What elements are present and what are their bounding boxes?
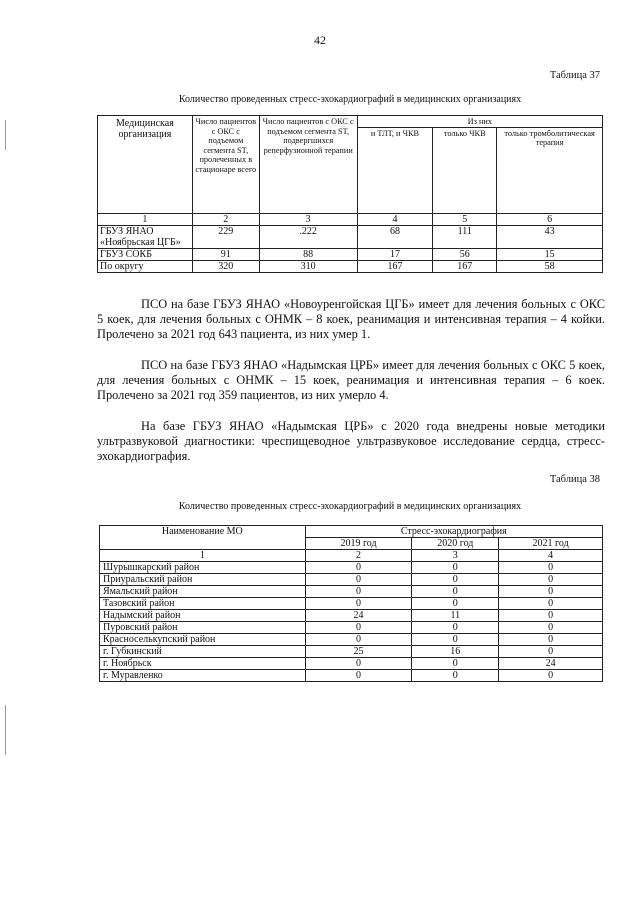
col-number: 1	[98, 213, 193, 225]
cell-value: 0	[305, 598, 412, 610]
cell-value: 0	[305, 670, 412, 682]
cell-value: 16	[412, 646, 499, 658]
mo-name: г. Муравленко	[100, 670, 306, 682]
cell-value: 24	[305, 610, 412, 622]
cell-value: 0	[305, 574, 412, 586]
cell-value: 0	[412, 598, 499, 610]
col-number: 5	[433, 213, 497, 225]
table-row	[100, 598, 603, 610]
col-number: 6	[497, 213, 603, 225]
cell-value: 111	[433, 225, 497, 248]
mo-name: Красноселькупский район	[100, 634, 306, 646]
cell-value: 0	[499, 562, 603, 574]
table-38	[99, 525, 603, 682]
cell-value: 0	[412, 658, 499, 670]
mo-name: г. Ноябрьск	[100, 658, 306, 670]
header-group: Стресс-эхокардиография	[305, 526, 602, 538]
header-2019: 2019 год	[305, 538, 412, 550]
paragraph-novy-urengoy: ПСО на базе ГБУЗ ЯНАО «Новоуренгойская ЦГБ» имеет для лечения больных с ОКС 5 коек, для лечения больных с ОНМК – 8 коек, реанимация и интенсивная терапия – 4 койки. Пролечено за 2021 год 643 пациента, из них умер 1.	[97, 297, 605, 342]
table-row	[100, 646, 603, 658]
column-numbers-row	[98, 213, 603, 225]
org-name: ГБУЗ СОКБ	[98, 248, 193, 260]
header-mo: Наименование МО	[100, 526, 306, 550]
col-number: 4	[357, 213, 433, 225]
cell-value: 0	[499, 574, 603, 586]
mo-name: Шурышкарский район	[100, 562, 306, 574]
scan-artifact-line	[5, 120, 6, 150]
table-37	[97, 115, 603, 273]
cell-value: 0	[305, 634, 412, 646]
col-number: 1	[100, 550, 306, 562]
cell-value: .222	[259, 225, 357, 248]
mo-name: Ямальский район	[100, 586, 306, 598]
table-38-label: Таблица 38	[549, 474, 600, 485]
cell-value: 15	[497, 248, 603, 260]
table-38-caption: Количество проведенных стресс-эхокардиографий в медицинских организациях	[178, 501, 522, 512]
header-col6: только тромболитическая терапия	[497, 127, 603, 213]
cell-value: 0	[412, 622, 499, 634]
cell-value: 229	[192, 225, 259, 248]
cell-value: 0	[499, 634, 603, 646]
cell-value: 0	[499, 598, 603, 610]
cell-value: 17	[357, 248, 433, 260]
header-2021: 2021 год	[499, 538, 603, 550]
mo-name: г. Губкинский	[100, 646, 306, 658]
header-group: Из них	[357, 116, 602, 128]
cell-value: 0	[305, 658, 412, 670]
cell-value: 11	[412, 610, 499, 622]
cell-value: 167	[433, 260, 497, 272]
paragraph-nadym-methods: На базе ГБУЗ ЯНАО «Надымская ЦРБ» с 2020 года внедрены новые методики ультразвуковой диагностики: чреспищеводное ультразвуковое исследование сердца, стресс-эхокардиография.	[97, 419, 605, 464]
table-row	[100, 658, 603, 670]
cell-value: 0	[499, 622, 603, 634]
header-col4: и ТЛТ, и ЧКВ	[357, 127, 433, 213]
mo-name: Тазовский район	[100, 598, 306, 610]
table-row	[100, 670, 603, 682]
table-row-total	[98, 260, 603, 272]
cell-value: 0	[499, 670, 603, 682]
table-row	[100, 610, 603, 622]
cell-value: 0	[305, 562, 412, 574]
cell-value: 24	[499, 658, 603, 670]
header-col2: Число пациентов с ОКС с подъемом сегмента ST, пролеченных в стационаре всего	[192, 116, 259, 214]
column-numbers-row	[100, 550, 603, 562]
cell-value: 0	[499, 610, 603, 622]
cell-value: 320	[192, 260, 259, 272]
header-2020: 2020 год	[412, 538, 499, 550]
cell-value: 0	[412, 586, 499, 598]
col-number: 2	[305, 550, 412, 562]
table-37-caption: Количество проведенных стресс-эхокардиографий в медицинских организациях	[178, 94, 522, 105]
mo-name: Приуральский район	[100, 574, 306, 586]
cell-value: 0	[499, 646, 603, 658]
cell-value: 0	[305, 622, 412, 634]
cell-value: 0	[412, 634, 499, 646]
cell-value: 0	[412, 574, 499, 586]
header-col5: только ЧКВ	[433, 127, 497, 213]
table-row	[100, 562, 603, 574]
table-37-label: Таблица 37	[549, 70, 600, 81]
org-name: По округу	[98, 260, 193, 272]
cell-value: 0	[412, 562, 499, 574]
cell-value: 68	[357, 225, 433, 248]
cell-value: 91	[192, 248, 259, 260]
mo-name: Надымский район	[100, 610, 306, 622]
scan-artifact-line	[5, 705, 6, 755]
col-number: 4	[499, 550, 603, 562]
col-number: 3	[412, 550, 499, 562]
table-row	[100, 622, 603, 634]
col-number: 3	[259, 213, 357, 225]
table-row	[100, 634, 603, 646]
paragraph-nadym-pso: ПСО на базе ГБУЗ ЯНАО «Надымская ЦРБ» имеет для лечения больных с ОКС 5 коек, для лечения больных с ОНМК – 15 коек, реанимация и интенсивная терапия – 6 коек. Пролечено за 2021 год 359 пациентов, из них умерло 4.	[97, 358, 605, 403]
org-name: ГБУЗ ЯНАО «Ноябрьская ЦГБ»	[98, 225, 193, 248]
table-row	[98, 225, 603, 248]
mo-name: Пуровский район	[100, 622, 306, 634]
cell-value: 0	[412, 670, 499, 682]
cell-value: 88	[259, 248, 357, 260]
cell-value: 43	[497, 225, 603, 248]
cell-value: 56	[433, 248, 497, 260]
table-row	[98, 248, 603, 260]
col-number: 2	[192, 213, 259, 225]
header-col3: Число пациентов с ОКС с подъемом сегмента ST, подвергшихся реперфузионной терапии	[259, 116, 357, 214]
cell-value: 310	[259, 260, 357, 272]
cell-value: 0	[499, 586, 603, 598]
cell-value: 0	[305, 586, 412, 598]
table-row	[100, 574, 603, 586]
header-org: Медицинская организация	[98, 116, 193, 214]
table-row	[100, 586, 603, 598]
cell-value: 167	[357, 260, 433, 272]
page-number: 42	[314, 33, 326, 47]
cell-value: 58	[497, 260, 603, 272]
cell-value: 25	[305, 646, 412, 658]
